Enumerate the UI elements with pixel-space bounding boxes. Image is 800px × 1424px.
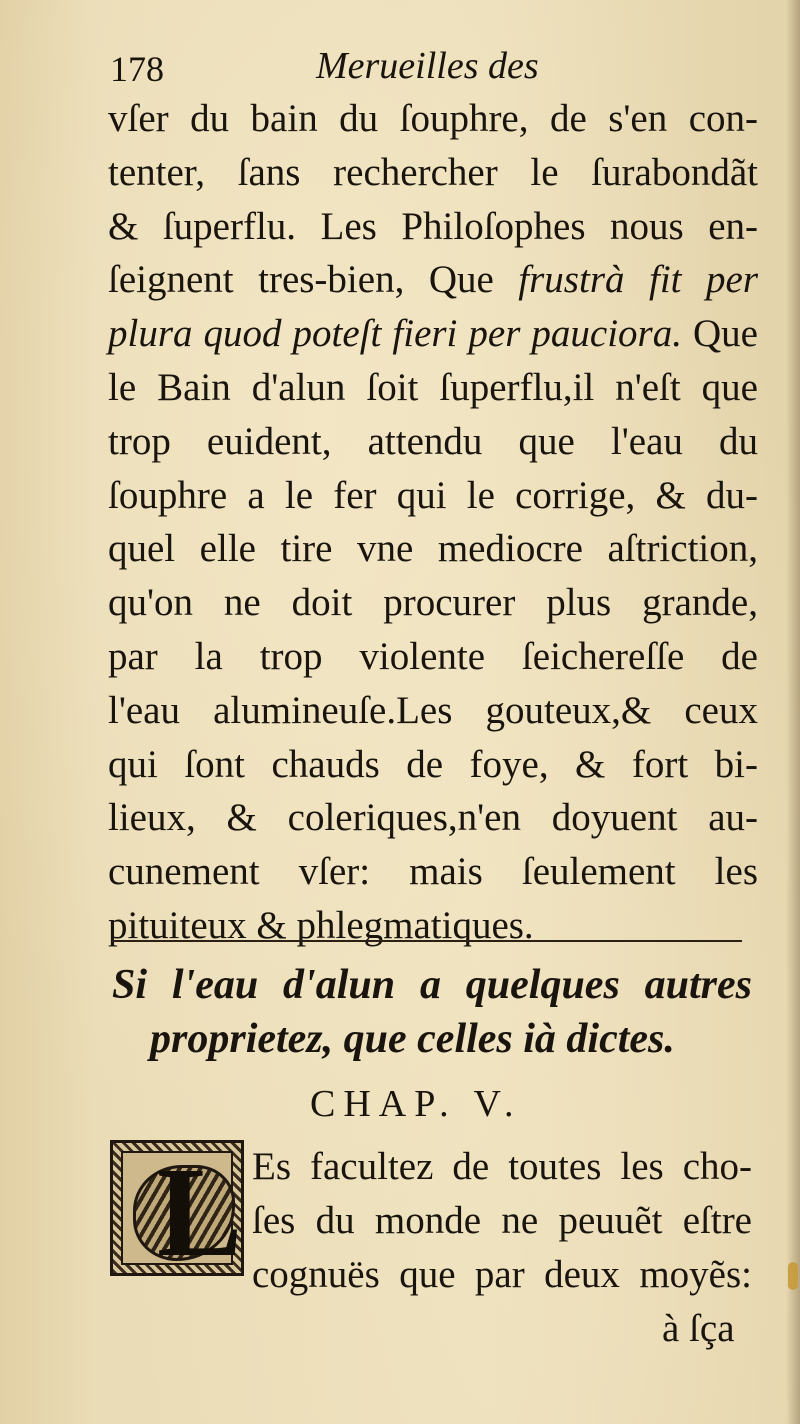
text-line: par la trop violente ſeichereſſe de — [108, 634, 758, 678]
body-text — [108, 92, 758, 953]
text-line: cognuës que par deux moyẽs: — [252, 1252, 752, 1296]
text-segment: ſeignent tres-bien, Que — [108, 258, 519, 302]
text-segment: Que — [682, 312, 758, 356]
chapter-title — [112, 958, 752, 1066]
text-line: qu'on ne doit procurer plus grande, — [108, 581, 758, 625]
text-line-latin — [108, 307, 758, 361]
text-line: l'eau alumineuſe.Les gouteux,& ceux — [108, 688, 758, 732]
paragraph-text — [252, 1140, 752, 1301]
text-line: tenter, ſans rechercher le ſurabondãt — [108, 150, 758, 194]
text-line: ſes du monde ne peuuẽt eſtre — [252, 1198, 752, 1242]
text-line: & ſuperflu. Les Philoſophes nous en- — [108, 204, 758, 248]
section-divider — [112, 940, 742, 942]
text-line-latin — [108, 253, 758, 307]
paper-stain — [788, 1262, 798, 1290]
latin-quote: plura quod poteſt fieri per pauciora. — [108, 312, 682, 356]
text-line: pituiteux & phlegmatiques. — [108, 903, 534, 947]
text-line: trop euident, attendu que l'eau du — [108, 419, 758, 463]
chapter-title-line: Si l'eau d'alun a quelques autres — [112, 962, 752, 1008]
text-line: ſouphre a le fer qui le corrige, & du- — [108, 473, 758, 517]
text-line: le Bain d'alun ſoit ſuperflu,il n'eſt que — [108, 365, 758, 409]
decorated-initial — [110, 1140, 244, 1283]
chapter-heading: CHAP. V. — [310, 1083, 522, 1125]
chapter-title-line: proprietez, que celles ià dictes. — [150, 1016, 675, 1062]
latin-quote: frustrà fit per — [518, 258, 758, 302]
text-line: qui ſont chauds de foye, & fort bi- — [108, 742, 758, 786]
text-line: quel elle tire vne mediocre aſtriction, — [108, 527, 758, 571]
drop-cap-letter: L — [157, 1141, 243, 1283]
text-line: Es facultez de toutes les cho- — [252, 1145, 752, 1188]
catchword: à ſça — [662, 1307, 735, 1350]
text-line: vſer du bain du ſouphre, de s'en con- — [108, 97, 758, 140]
text-line: cunement vſer: mais ſeulement les — [108, 850, 758, 894]
text-line: lieux, & coleriques,n'en doyuent au- — [108, 796, 758, 840]
running-head: Merueilles des — [316, 45, 539, 87]
page-header — [110, 44, 710, 94]
page-number: 178 — [110, 49, 164, 89]
initial-frame — [121, 1141, 243, 1283]
page-edge-shadow — [786, 0, 800, 1424]
